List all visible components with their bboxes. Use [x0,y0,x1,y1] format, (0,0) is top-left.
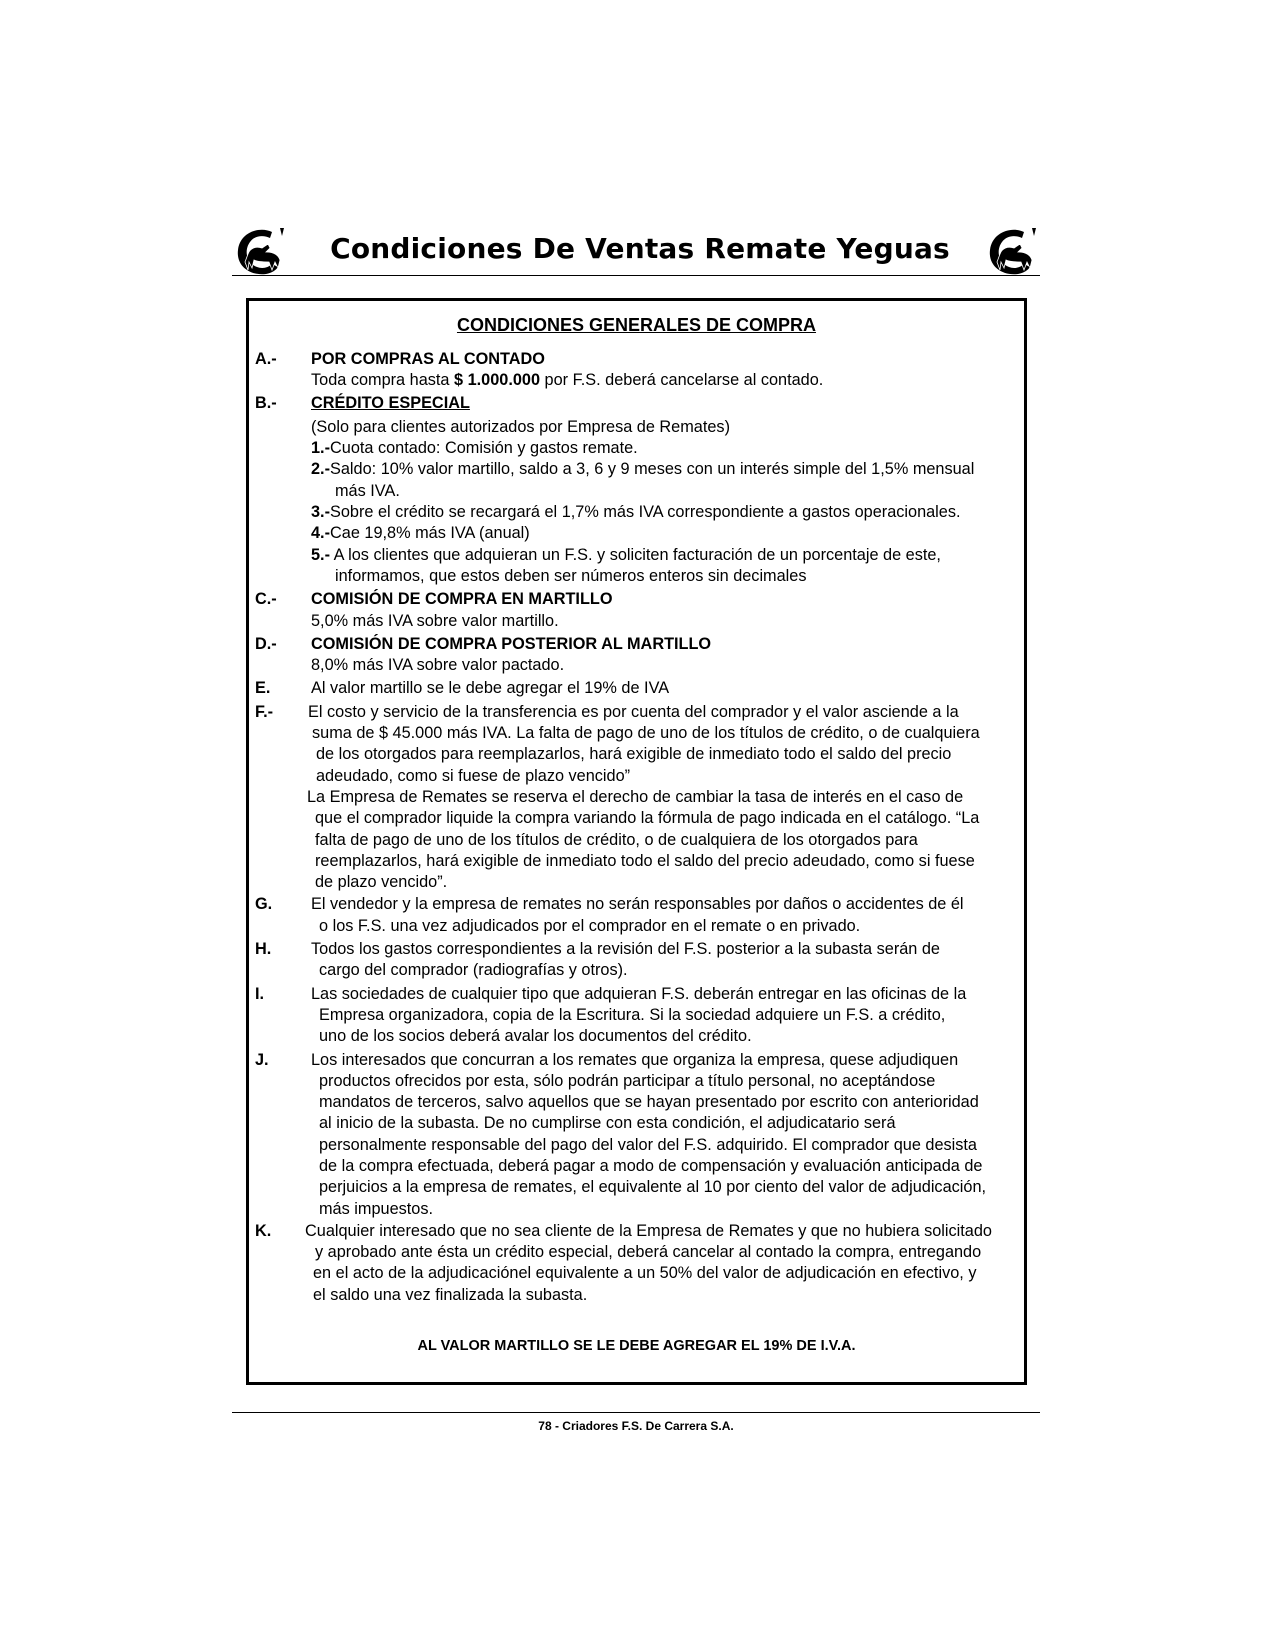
section-e [255,678,995,699]
section-text: en el acto de la adjudicaciónel equivalente a un 50% del valor de adjudicación en efectivo, y [313,1264,977,1283]
section-text: Al valor martillo se le debe agregar el 19% de IVA [311,679,670,698]
section-d [255,634,995,677]
section-text: más impuestos. [319,1199,434,1218]
section-text: personalmente responsable del pago del valor del F.S. adquirido. El comprador que desista [319,1135,977,1154]
section-b [255,393,995,588]
section-heading: POR COMPRAS AL CONTADO [311,350,545,368]
section-letter: B.- [255,393,277,412]
credit-item-2: 2.-Saldo: 10% valor martillo, saldo a 3, 6 y 9 meses con un interés simple del 1,5% mensual [311,460,975,479]
section-text: adeudado, como si fuese de plazo vencido” [316,766,631,785]
section-text: 8,0% más IVA sobre valor pactado. [311,656,565,675]
section-text: Toda compra hasta $ 1.000.000 por F.S. deberá cancelarse al contado. [311,371,824,390]
section-text: uno de los socios deberá avalar los documentos del crédito. [319,1027,752,1046]
section-note: falta de pago de uno de los títulos de crédito, o de cualquiera de los otorgados para [315,830,918,849]
section-letter: J. [255,1050,269,1069]
title-divider [232,275,1040,276]
section-text: suma de $ 45.000 más IVA. La falta de pago de uno de los títulos de crédito, o de cualquiera [312,724,980,743]
section-k [255,1221,995,1306]
section-text: de los otorgados para reemplazarlos, hará exigible de inmediato todo el saldo del precio [316,745,952,764]
section-f [255,702,995,894]
amount-value: $ 1.000.000 [454,371,541,390]
section-letter: H. [255,940,272,959]
section-h [255,939,995,982]
section-g [255,894,995,937]
section-text: y aprobado ante ésta un crédito especial, deberá cancelar al contado la compra, entregando [315,1243,982,1262]
iva-notice: AL VALOR MARTILLO SE LE DEBE AGREGAR EL 19% DE I.V.A. [417,1338,856,1354]
section-text: Los interesados que concurran a los remates que organiza la empresa, quese adjudiquen [311,1050,959,1069]
credit-item-2-cont: más IVA. [335,481,400,500]
section-text: perjuicios a la empresa de remates, el equivalente al 10 por ciento del valor de adjudicación, [319,1178,987,1197]
section-j [255,1050,995,1220]
credit-item-4: 4.-Cae 19,8% más IVA (anual) [311,524,530,543]
section-text: cargo del comprador (radiografías y otros). [319,961,628,980]
section-heading: COMISIÓN DE COMPRA POSTERIOR AL MARTILLO [311,634,712,653]
section-text: productos ofrecidos por esta, sólo podrán participar a título personal, no aceptándose [319,1071,936,1090]
section-note: de plazo vencido”. [315,873,448,892]
horse-emblem-icon [232,226,288,278]
section-text: El vendedor y la empresa de remates no serán responsables por daños o accidentes de él [311,895,964,914]
section-letter: A.- [255,350,277,368]
horse-emblem-icon [984,226,1040,278]
conditions-list [255,349,995,1306]
section-text: mandatos de terceros, salvo aquellos que se hayan presentado por escrito con anterioridad [319,1093,979,1112]
section-a [255,349,995,392]
section-text: al inicio de la subasta. De no cumplirse con esta condición, el adjudicatario será [319,1114,896,1133]
section-note: que el comprador liquide la compra variando la fórmula de pago indicada en el catálogo. “La [315,809,980,828]
section-letter: G. [255,895,273,914]
section-letter: K. [255,1221,272,1240]
footer-divider [232,1412,1040,1413]
section-note: La Empresa de Remates se reserva el derecho de cambiar la tasa de interés en el caso de [307,787,964,806]
section-text: el saldo una vez finalizada la subasta. [313,1285,588,1304]
section-text: Todos los gastos correspondientes a la revisión del F.S. posterior a la subasta serán de [311,940,940,959]
page-footer: 78 - Criadores F.S. De Carrera S.A. [538,1419,734,1433]
section-text: de la compra efectuada, deberá pagar a modo de compensación y evaluación anticipada de [319,1156,983,1175]
section-letter: C.- [255,590,277,609]
section-i [255,984,995,1048]
section-heading: COMISIÓN DE COMPRA EN MARTILLO [311,590,613,609]
section-text: El costo y servicio de la transferencia es por cuenta del comprador y el valor asciende a la [308,702,959,721]
section-note: reemplazarlos, hará exigible de inmediato todo el saldo del precio adeudado, como si fuese [315,851,975,870]
section-c [255,589,995,632]
section-text: Las sociedades de cualquier tipo que adquieran F.S. deberán entregar en las oficinas de la [311,984,967,1003]
page-title: Condiciones De Ventas Remate Yeguas [330,232,950,265]
section-letter: F.- [255,702,274,721]
credit-item-5-cont: informamos, que estos deben ser números enteros sin decimales [335,566,807,585]
section-text: 5,0% más IVA sobre valor martillo. [311,611,559,630]
section-intro: (Solo para clientes autorizados por Empresa de Remates) [311,417,730,436]
section-letter: D.- [255,634,277,653]
section-text: Cualquier interesado que no sea cliente de la Empresa de Remates y que no hubiera solicitado [305,1221,992,1240]
section-letter: I. [255,984,265,1003]
credit-item-3: 3.-Sobre el crédito se recargará el 1,7% más IVA correspondiente a gastos operacionales. [311,503,961,522]
section-heading: CRÉDITO ESPECIAL [311,393,470,412]
conditions-box [246,298,1027,1385]
section-text: Empresa organizadora, copia de la Escritura. Si la sociedad adquiere un F.S. a crédito, [319,1005,946,1024]
section-text: o los F.S. una vez adjudicados por el comprador en el remate o en privado. [319,916,861,935]
section-letter: E. [255,679,271,698]
credit-item-5: 5.- A los clientes que adquieran un F.S. y soliciten facturación de un porcentaje de este, [311,545,941,564]
box-heading: CONDICIONES GENERALES DE COMPRA [456,315,817,335]
credit-item-1: 1.-Cuota contado: Comisión y gastos remate. [311,439,638,458]
